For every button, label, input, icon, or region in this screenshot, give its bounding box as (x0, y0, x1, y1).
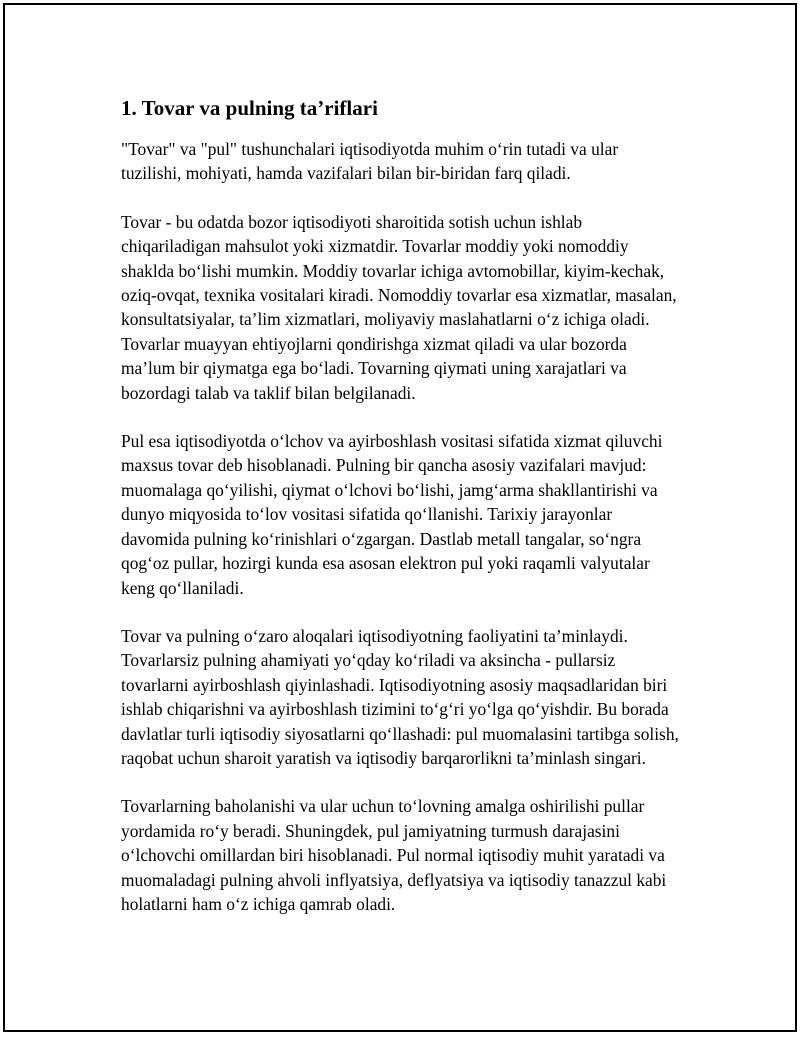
paragraph-tovar: Tovar - bu odatda bozor iqtisodiyoti sharoitida sotish uchun ishlab chiqariladigan mahsulot yoki xizmatdir. Tovarlar moddiy yoki nomoddiy shaklda bo‘lishi mumkin. Moddiy tovarlar ichiga avtomobillar, kiyim-kechak, oziq-ovqat, texnika vositalari kiradi. Nomoddiy tovarlar esa xizmatlar, masalan, konsultatsiyalar, ta’lim xizmatlari, moliyaviy maslahatlarni o‘z ichiga oladi. Tovarlar muayyan ehtiyojlarni qondirishga xizmat qiladi va ular bozorda ma’lum bir qiymatga ega bo‘ladi. Tovarning qiymati uning xarajatlari va bozordagi talab va taklif bilan belgilanadi. (121, 211, 677, 403)
paragraph-intro: "Tovar" va "pul" tushunchalari iqtisodiyotda muhim o‘rin tutadi va ular tuzilishi, mohiyati, hamda vazifalari bilan bir-biridan farq qiladi. (121, 139, 619, 184)
paragraph-baholash: Tovarlarning baholanishi va ular uchun to‘lovning amalga oshirilishi pullar yordamida ro‘y beradi. Shuningdek, pul jamiyatning turmush darajasini o‘lchovchi omillardan biri hisoblanadi. Pul normal iqtisodiy muhit yaratadi va muomaladagi pulning ahvoli inflyatsiya, deflyatsiya va iqtisodiy tanazzul kabi holatlarni ham o‘z ichiga qamrab oladi. (121, 796, 667, 914)
document-page (3, 3, 797, 1032)
paragraph-pul: Pul esa iqtisodiyotda o‘lchov va ayirboshlash vositasi sifatida xizmat qiluvchi maxsus tovar deb hisoblanadi. Pulning bir qancha asosiy vazifalari mavjud: muomalaga qo‘yilishi, qiymat o‘lchovi bo‘lishi, jamg‘arma shakllantirishi va dunyo miqyosida to‘lov vositasi sifatida qo‘llanishi. Tarixiy jarayonlar davomida pulning ko‘rinishlari o‘zgargan. Dastlab metall tangalar, so‘ngra qog‘oz pullar, hozirgi kunda esa asosan elektron pul yoki raqamli valyutalar keng qo‘llaniladi. (121, 431, 663, 598)
document-body (121, 93, 681, 940)
paragraph-aloqalar: Tovar va pulning o‘zaro aloqalari iqtisodiyotning faoliyatini ta’minlaydi. Tovarlarsiz pulning ahamiyati yo‘qday ko‘riladi va aksincha - pullarsiz tovarlarni ayirboshlash qiyinlashadi. Iqtisodiyotning asosiy maqsadlaridan biri ishlab chiqarishni va ayirboshlash tizimini to‘g‘ri yo‘lga qo‘yishdir. Bu borada davlatlar turli iqtisodiy siyosatlarni qo‘llashadi: pul muomalasini tartibga solish, raqobat uchun sharoit yaratish va iqtisodiy barqarorlikni ta’minlash singari. (121, 625, 679, 768)
section-heading: 1. Tovar va pulning ta’riflari (121, 96, 378, 120)
